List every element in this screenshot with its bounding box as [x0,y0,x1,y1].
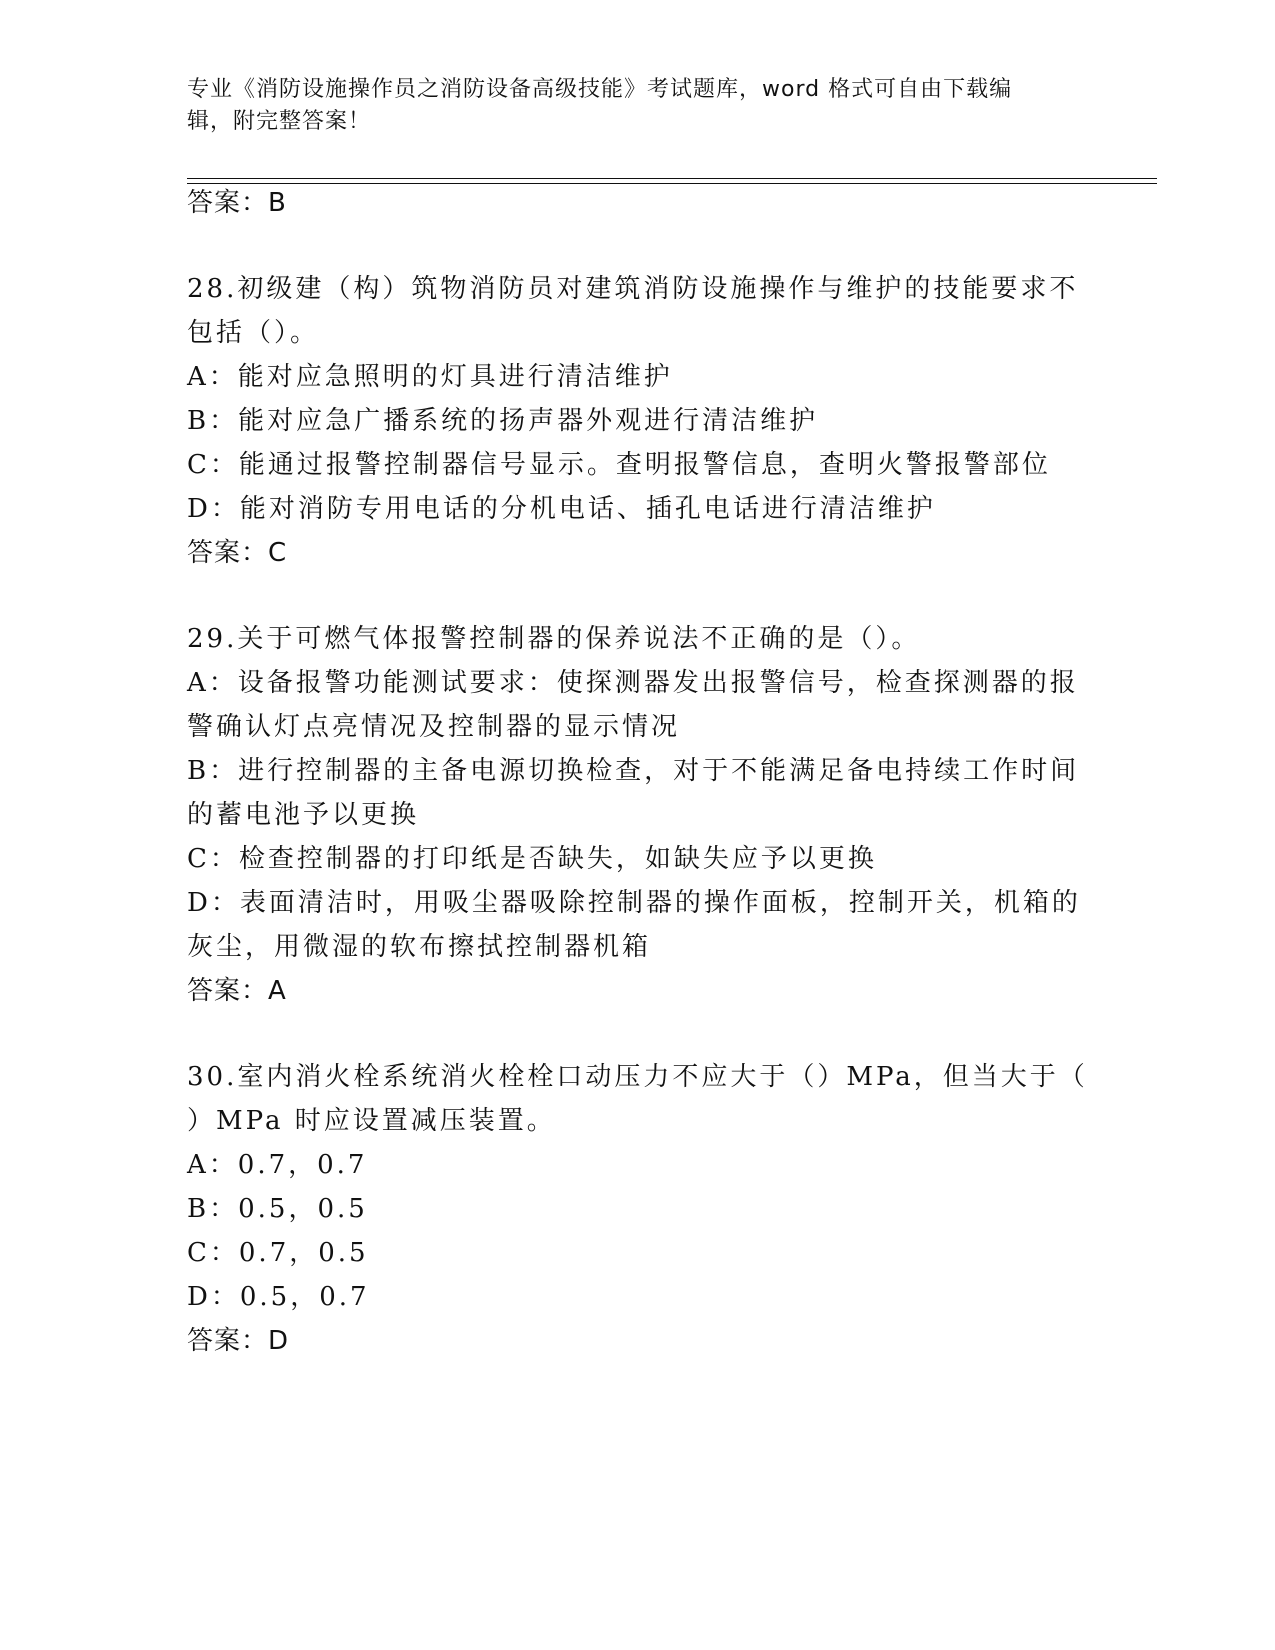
question-29-stem: 29.关于可燃气体报警控制器的保养说法不正确的是（）。 [187,624,921,654]
question-28-option-d: D：能对消防专用电话的分机电话、插孔电话进行清洁维护 [187,494,936,524]
question-29-option-b-line-2: 的蓄电池予以更换 [187,800,420,830]
question-28-stem-line-2: 包括（）。 [187,318,320,348]
question-29-option-a-line-1: A：设备报警功能测试要求：使探测器发出报警信号，检查探测器的报 [187,668,1079,698]
question-30-stem-line-2: ）MPa 时应设置减压装置。 [187,1106,556,1136]
previous-answer: 答案：B [187,188,287,218]
question-30-stem-line-1: 30.室内消火栓系统消火栓栓口动压力不应大于（）MPa，但当大于（ [187,1062,1088,1092]
question-29-answer: 答案：A [187,976,287,1006]
question-28-stem-line-1: 28.初级建（构）筑物消防员对建筑消防设施操作与维护的技能要求不 [187,274,1079,304]
header-line-2: 辑，附完整答案！ [187,109,372,134]
question-29-option-a-line-2: 警确认灯点亮情况及控制器的显示情况 [187,712,681,742]
question-30-answer: 答案：D [187,1326,290,1356]
question-28-answer: 答案：C [187,538,288,568]
question-30-option-c: C：0.7，0.5 [187,1238,369,1268]
header-line-1: 专业《消防设施操作员之消防设备高级技能》考试题库，word 格式可自由下载编 [187,77,1013,102]
header-divider-top [187,178,1157,179]
question-28-option-c: C：能通过报警控制器信号显示。查明报警信息，查明火警报警部位 [187,450,1051,480]
question-28-option-b: B：能对应急广播系统的扬声器外观进行清洁维护 [187,406,819,436]
question-30-option-b: B：0.5，0.5 [187,1194,368,1224]
document-header [187,74,1067,138]
question-30-option-a: A：0.7，0.7 [187,1150,368,1180]
question-29-option-b-line-1: B：进行控制器的主备电源切换检查，对于不能满足备电持续工作时间 [187,756,1080,786]
question-29-option-c: C：检查控制器的打印纸是否缺失，如缺失应予以更换 [187,844,877,874]
question-29-option-d-line-1: D：表面清洁时，用吸尘器吸除控制器的操作面板，控制开关，机箱的 [187,888,1081,918]
question-30-option-d: D：0.5，0.7 [187,1282,370,1312]
question-29-option-d-line-2: 灰尘，用微湿的软布擦拭控制器机箱 [187,932,652,962]
question-28-option-a: A：能对应急照明的灯具进行清洁维护 [187,362,673,392]
header-divider-bottom [187,183,1157,184]
